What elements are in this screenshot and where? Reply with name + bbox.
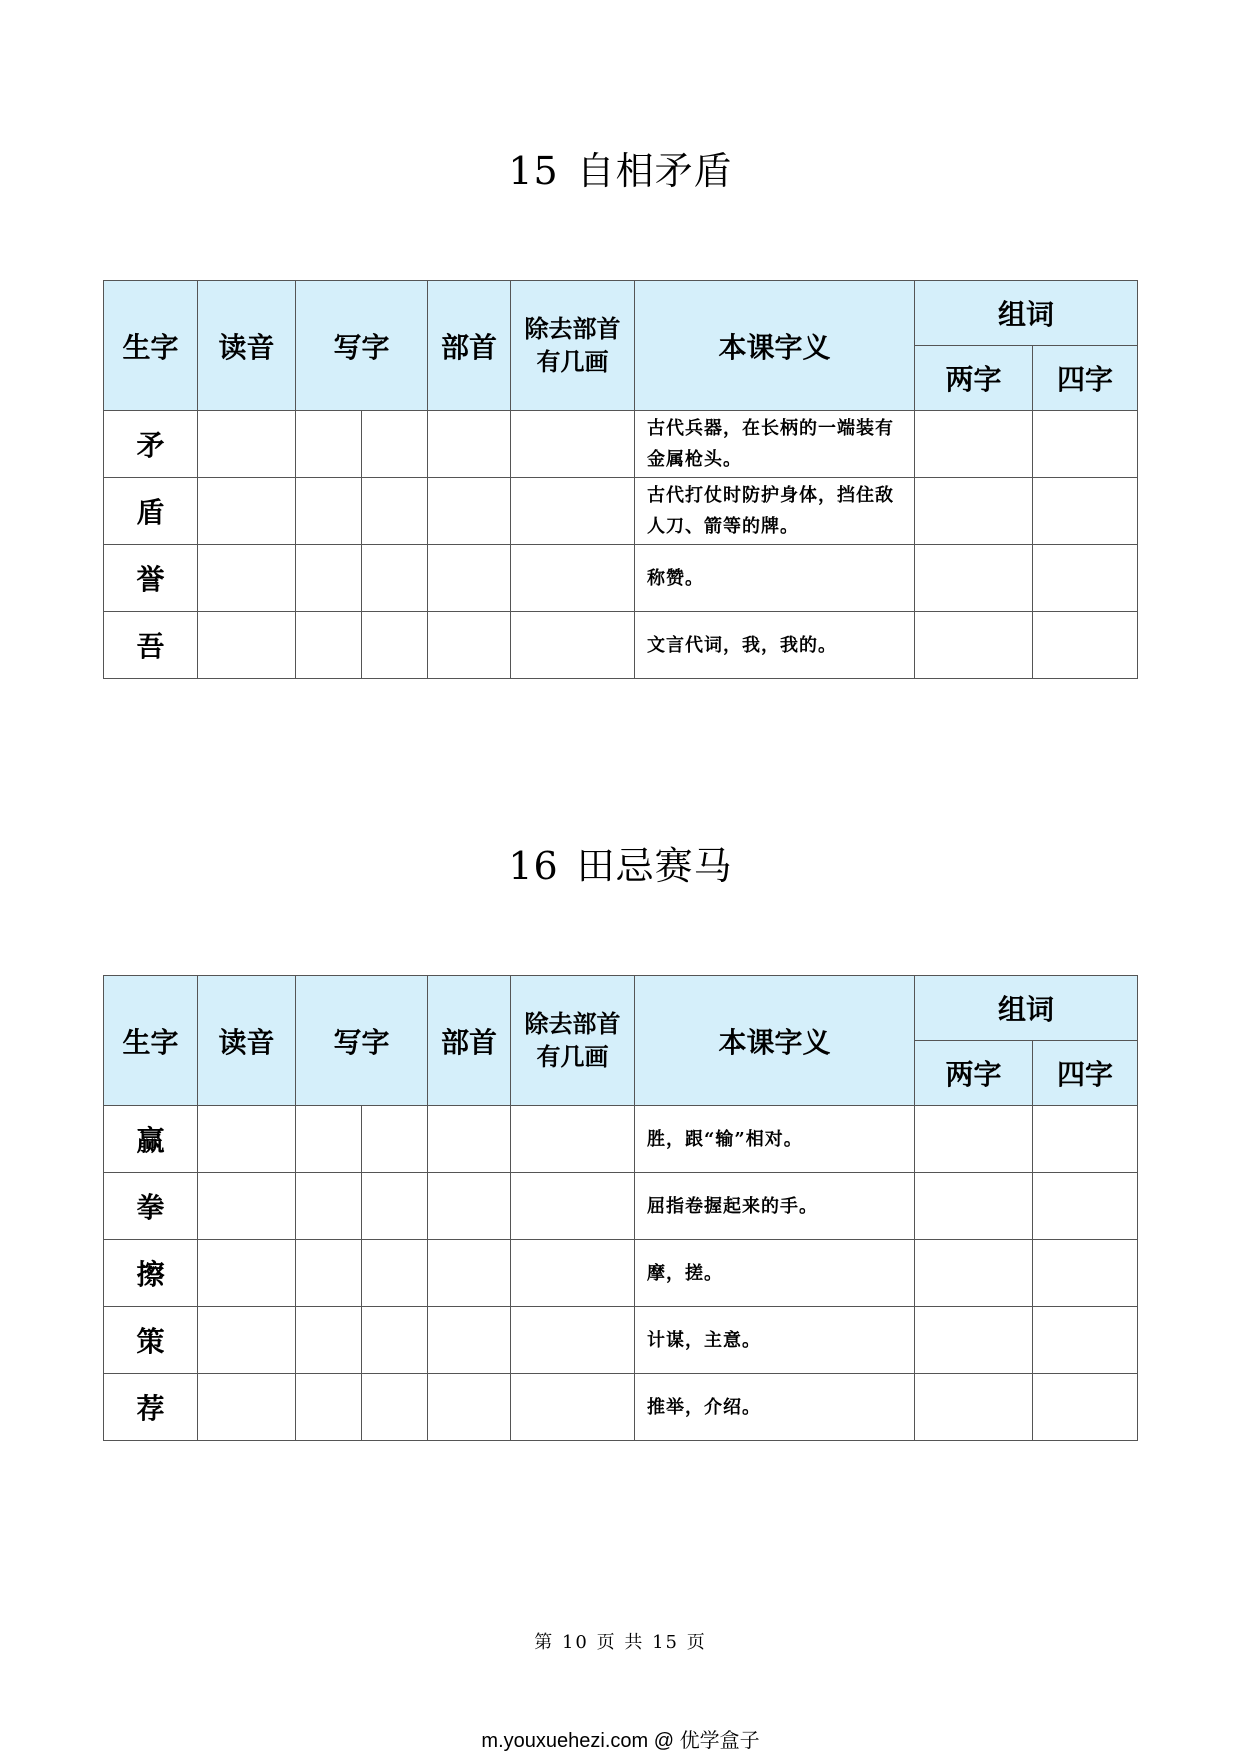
writing-cell[interactable] xyxy=(362,1374,428,1441)
table-row xyxy=(104,411,1138,478)
footer-site: m.youxuehezi.com @ 优学盒子 xyxy=(481,1730,760,1752)
four-char-cell[interactable] xyxy=(1033,411,1138,478)
lesson-16-title xyxy=(0,835,1241,890)
writing-cell[interactable] xyxy=(362,1307,428,1374)
two-char-cell[interactable] xyxy=(915,411,1033,478)
header-strokes-line2: 有几画 xyxy=(536,1042,609,1071)
radical-cell[interactable] xyxy=(428,1240,511,1307)
table-row xyxy=(104,1374,1138,1441)
header-strokes-line1: 除去部首 xyxy=(524,314,621,343)
two-char-cell[interactable] xyxy=(915,1106,1033,1173)
meaning-cell: 胜，跟“输”相对。 xyxy=(635,1106,915,1173)
radical-cell[interactable] xyxy=(428,1173,511,1240)
two-char-cell[interactable] xyxy=(915,1240,1033,1307)
strokes-cell[interactable] xyxy=(511,478,635,545)
header-radical: 部首 xyxy=(428,976,511,1106)
radical-cell[interactable] xyxy=(428,612,511,679)
header-pronunciation: 读音 xyxy=(198,976,296,1106)
page-label-mid2: 共 xyxy=(624,1632,645,1653)
writing-cell[interactable] xyxy=(296,1240,362,1307)
meaning-cell: 称赞。 xyxy=(635,545,915,612)
meaning-cell: 摩，搓。 xyxy=(635,1240,915,1307)
writing-cell[interactable] xyxy=(296,612,362,679)
header-words: 组词 xyxy=(915,281,1138,346)
char-cell: 赢 xyxy=(104,1106,198,1173)
meaning-cell: 古代兵器，在长柄的一端装有金属枪头。 xyxy=(635,411,915,478)
header-strokes xyxy=(511,281,635,411)
char-cell: 吾 xyxy=(104,612,198,679)
strokes-cell[interactable] xyxy=(511,1374,635,1441)
radical-cell[interactable] xyxy=(428,545,511,612)
four-char-cell[interactable] xyxy=(1033,1307,1138,1374)
page-label-mid1: 页 xyxy=(596,1632,617,1653)
two-char-cell[interactable] xyxy=(915,1307,1033,1374)
two-char-cell[interactable] xyxy=(915,478,1033,545)
char-cell: 誉 xyxy=(104,545,198,612)
meaning-cell: 推举，介绍。 xyxy=(635,1374,915,1441)
pronunciation-cell[interactable] xyxy=(198,1307,296,1374)
four-char-cell[interactable] xyxy=(1033,478,1138,545)
pronunciation-cell[interactable] xyxy=(198,545,296,612)
page-label-prefix: 第 xyxy=(534,1632,555,1653)
header-words: 组词 xyxy=(915,976,1138,1041)
radical-cell[interactable] xyxy=(428,478,511,545)
strokes-cell[interactable] xyxy=(511,1106,635,1173)
four-char-cell[interactable] xyxy=(1033,1173,1138,1240)
table-row xyxy=(104,478,1138,545)
meaning-cell: 文言代词，我，我的。 xyxy=(635,612,915,679)
table-row xyxy=(104,1173,1138,1240)
writing-cell[interactable] xyxy=(296,1374,362,1441)
pronunciation-cell[interactable] xyxy=(198,1374,296,1441)
four-char-cell[interactable] xyxy=(1033,612,1138,679)
radical-cell[interactable] xyxy=(428,1307,511,1374)
strokes-cell[interactable] xyxy=(511,1173,635,1240)
lesson-name: 田忌赛马 xyxy=(576,844,733,888)
writing-cell[interactable] xyxy=(362,545,428,612)
two-char-cell[interactable] xyxy=(915,1173,1033,1240)
four-char-cell[interactable] xyxy=(1033,1374,1138,1441)
header-strokes-line1: 除去部首 xyxy=(524,1009,621,1038)
lesson-name: 自相矛盾 xyxy=(576,149,733,193)
pronunciation-cell[interactable] xyxy=(198,1173,296,1240)
lesson-15-title xyxy=(0,140,1241,195)
char-cell: 矛 xyxy=(104,411,198,478)
char-cell: 擦 xyxy=(104,1240,198,1307)
lesson-16-vocab-table xyxy=(103,975,1138,1441)
page-label-suffix: 页 xyxy=(686,1632,707,1653)
page-current: 10 xyxy=(561,1632,589,1653)
strokes-cell[interactable] xyxy=(511,1307,635,1374)
header-char: 生字 xyxy=(104,976,198,1106)
char-cell: 策 xyxy=(104,1307,198,1374)
header-strokes xyxy=(511,976,635,1106)
char-cell: 盾 xyxy=(104,478,198,545)
page-total: 15 xyxy=(652,1632,679,1653)
lesson-number: 16 xyxy=(508,844,559,888)
writing-cell[interactable] xyxy=(296,411,362,478)
pronunciation-cell[interactable] xyxy=(198,1106,296,1173)
four-char-cell[interactable] xyxy=(1033,545,1138,612)
writing-cell[interactable] xyxy=(296,1173,362,1240)
pronunciation-cell[interactable] xyxy=(198,1240,296,1307)
header-writing: 写字 xyxy=(296,976,428,1106)
radical-cell[interactable] xyxy=(428,1106,511,1173)
writing-cell[interactable] xyxy=(296,1106,362,1173)
table-row xyxy=(104,1106,1138,1173)
writing-cell[interactable] xyxy=(362,478,428,545)
table-row xyxy=(104,1307,1138,1374)
header-pronunciation: 读音 xyxy=(198,281,296,411)
strokes-cell[interactable] xyxy=(511,612,635,679)
table-row xyxy=(104,545,1138,612)
meaning-cell: 屈指卷握起来的手。 xyxy=(635,1173,915,1240)
two-char-cell[interactable] xyxy=(915,1374,1033,1441)
meaning-cell: 计谋，主意。 xyxy=(635,1307,915,1374)
two-char-cell[interactable] xyxy=(915,545,1033,612)
header-two-char: 两字 xyxy=(915,346,1033,411)
writing-cell[interactable] xyxy=(296,545,362,612)
writing-cell[interactable] xyxy=(362,1240,428,1307)
header-radical: 部首 xyxy=(428,281,511,411)
strokes-cell[interactable] xyxy=(511,1240,635,1307)
table-row xyxy=(104,612,1138,679)
pronunciation-cell[interactable] xyxy=(198,612,296,679)
writing-cell[interactable] xyxy=(362,612,428,679)
radical-cell[interactable] xyxy=(428,1374,511,1441)
strokes-cell[interactable] xyxy=(511,411,635,478)
header-four-char: 四字 xyxy=(1033,1041,1138,1106)
strokes-cell[interactable] xyxy=(511,545,635,612)
lesson-15-vocab-table xyxy=(103,280,1138,679)
writing-cell[interactable] xyxy=(296,1307,362,1374)
writing-cell[interactable] xyxy=(296,478,362,545)
writing-cell[interactable] xyxy=(362,411,428,478)
four-char-cell[interactable] xyxy=(1033,1240,1138,1307)
header-meaning: 本课字义 xyxy=(635,976,915,1106)
radical-cell[interactable] xyxy=(428,411,511,478)
page-number xyxy=(0,1628,1241,1654)
table-row xyxy=(104,1240,1138,1307)
header-meaning: 本课字义 xyxy=(635,281,915,411)
header-strokes-line2: 有几画 xyxy=(536,347,609,376)
char-cell: 荐 xyxy=(104,1374,198,1441)
lesson-number: 15 xyxy=(508,149,559,193)
writing-cell[interactable] xyxy=(362,1106,428,1173)
char-cell: 拳 xyxy=(104,1173,198,1240)
header-four-char: 四字 xyxy=(1033,346,1138,411)
header-writing: 写字 xyxy=(296,281,428,411)
pronunciation-cell[interactable] xyxy=(198,411,296,478)
two-char-cell[interactable] xyxy=(915,612,1033,679)
header-char: 生字 xyxy=(104,281,198,411)
meaning-cell: 古代打仗时防护身体，挡住敌人刀、箭等的牌。 xyxy=(635,478,915,545)
four-char-cell[interactable] xyxy=(1033,1106,1138,1173)
writing-cell[interactable] xyxy=(362,1173,428,1240)
header-two-char: 两字 xyxy=(915,1041,1033,1106)
pronunciation-cell[interactable] xyxy=(198,478,296,545)
